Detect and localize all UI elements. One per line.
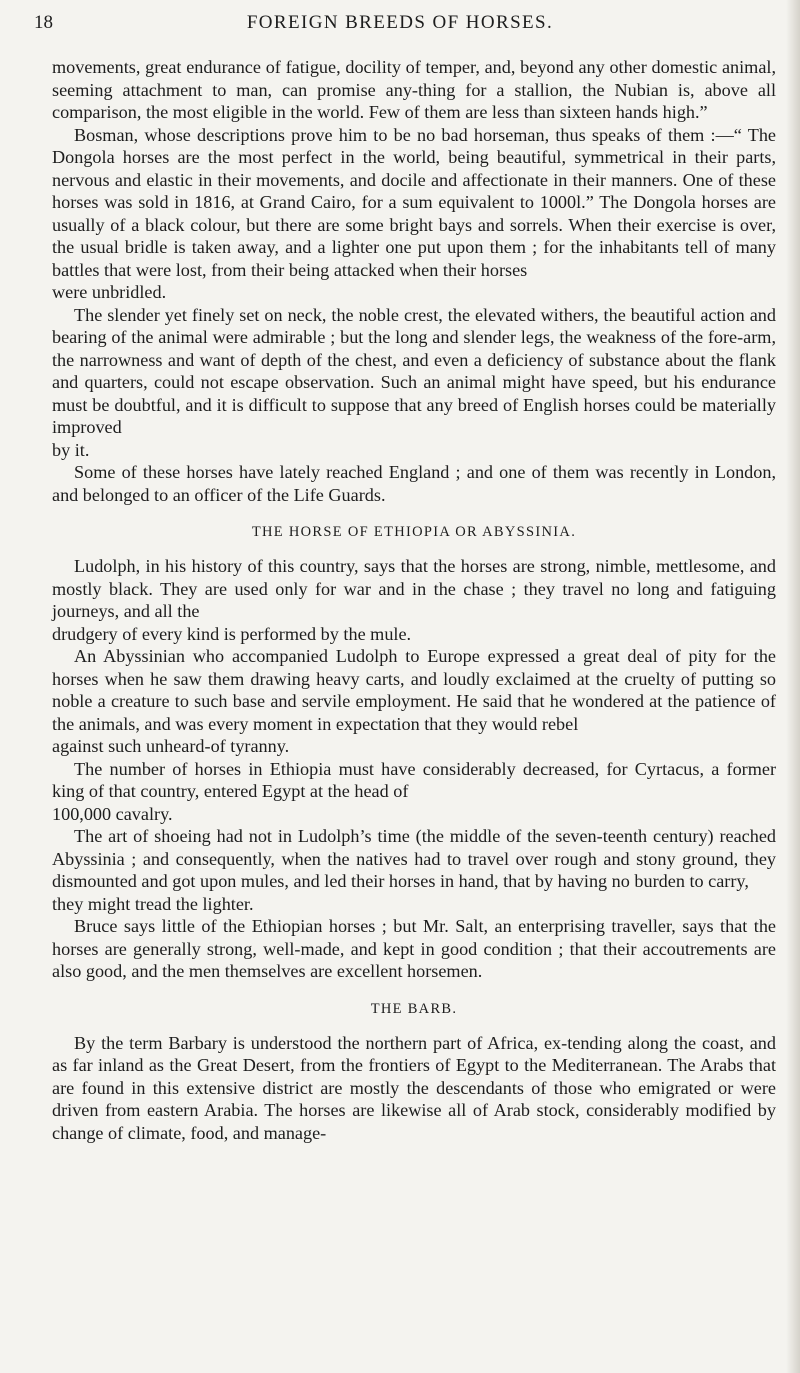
paragraph-3-tail: by it.	[52, 439, 90, 460]
paragraph-1: movements, great endurance of fatigue, docility of temper, and, beyond any other domestic animal, seeming attachment to man, can promise any-thing for a stallion, the Nubian is, above all comparison, the most eligible in the world. Few of them are less than sixteen hands high.”	[52, 57, 776, 122]
page-header	[0, 6, 800, 46]
paragraph-2-tail: were unbridled.	[52, 282, 167, 302]
paragraph-3: The slender yet finely set on neck, the noble crest, the elevated withers, the beautiful action and bearing of the animal were admirable ; but the long and slender legs, the weakness of the fore-arm, the narrowness and want of depth of the chest, and even a deficiency of substance about the flank and quarters, could not escape observation. Such an animal might have speed, but his endurance must be doubtful, and it is difficult to suppose that any breed of English horses could be materially improved	[52, 304, 776, 437]
paragraph-8-tail: they might tread the lighter.	[52, 893, 254, 914]
paragraph-9: Bruce says little of the Ethiopian horses ; but Mr. Salt, an enterprising traveller, says that the horses are generally strong, well-made, and kept in good condition ; that their accoutrements are also good, and the men themselves are excellent horsemen.	[52, 916, 776, 981]
paragraph-6-tail: against such unheard-of tyranny.	[52, 736, 290, 756]
paragraph-7-tail: 100,000 cavalry.	[52, 803, 173, 824]
page-number: 18	[34, 12, 53, 33]
section-heading-barb: THE BARB.	[370, 1000, 458, 1017]
paragraph-2: Bosman, whose descriptions prove him to be no bad horseman, thus speaks of them :—“ The Dongola horses are the most perfect in the world, being beautiful, symmetrical in their parts, nervous and elastic in their movements, and docile and affectionate in their manners. One of these horses was sold in 1816, at Grand Cairo, for a sum equivalent to 1000l.” The Dongola horses are usually of a black colour, but there are some bright bays and sorrels. When their exercise is over, the usual bridle is taken away, and a lighter one put upon them ; for the inhabitants tell of many battles that were lost, from their being attacked when their horses	[52, 124, 776, 280]
paragraph-4: Some of these horses have lately reached England ; and one of them was recently in London, and belonged to an officer of the Life Guards.	[52, 462, 776, 505]
paragraph-5-tail: drudgery of every kind is performed by the mule.	[52, 623, 412, 644]
paragraph-8: The art of shoeing had not in Ludolph’s time (the middle of the seven-teenth century) reached Abyssinia ; and consequently, when the natives had to travel over rough and stony ground, they dismounted and got upon mules, and led their horses in hand, that by having no burden to carry,	[52, 826, 776, 891]
running-head: FOREIGN BREEDS OF HORSES.	[246, 12, 554, 33]
paragraph-10: By the term Barbary is understood the northern part of Africa, ex-tending along the coast, and as far inland as the Great Desert, from the frontiers of Egypt to the Mediterranean. The Arabs that are found in this extensive district are mostly the descendants of those who emigrated or were driven from eastern Arabia. The horses are likewise all of Arab stock, considerably modified by change of climate, food, and manage-	[52, 1032, 776, 1143]
page-edge-shadow	[786, 0, 800, 1373]
section-heading-ethiopia: THE HORSE OF ETHIOPIA OR ABYSSINIA.	[251, 524, 577, 540]
paragraph-7: The number of horses in Ethiopia must have considerably decreased, for Cyrtacus, a former king of that country, entered Egypt at the head of	[52, 758, 776, 801]
paragraph-6: An Abyssinian who accompanied Ludolph to Europe expressed a great deal of pity for the horses when he saw them drawing heavy carts, and loudly exclaimed at the cruelty of putting so noble a creature to such base and servile employment. He said that he wondered at the patience of the animals, and was every moment in expectation that they would rebel	[52, 646, 776, 734]
page-body	[52, 56, 776, 1144]
paragraph-5: Ludolph, in his history of this country, says that the horses are strong, nimble, mettlesome, and mostly black. They are used only for war and in the chase ; they travel no long and fatiguing journeys, and all the	[52, 556, 776, 621]
